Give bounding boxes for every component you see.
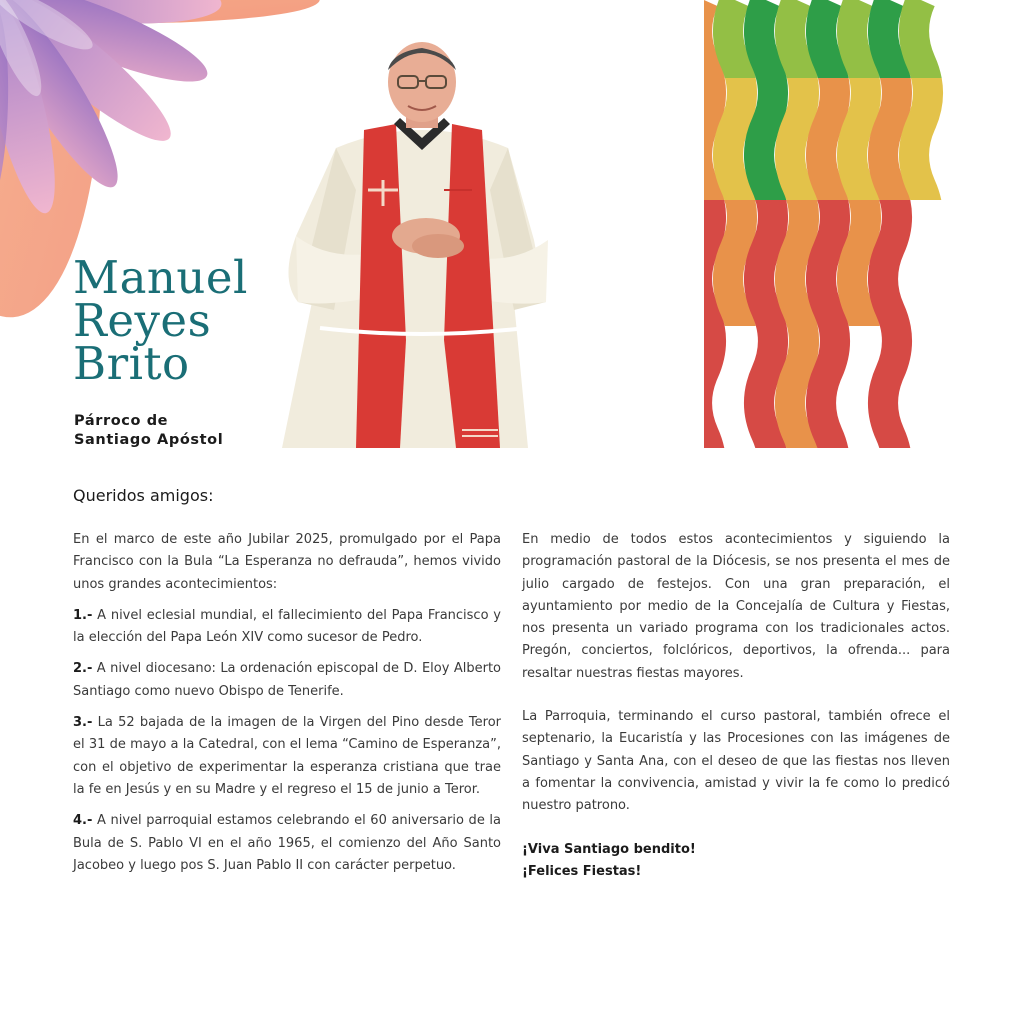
list-text: A nivel diocesano: La ordenación episcopal de D. Eloy Alberto Santiago como nuevo Obispo de Tenerife. (73, 661, 501, 699)
letter-paragraph: En medio de todos estos acontecimientos y siguiendo la programación pastoral de la Diócesis, se nos presenta el mes de julio cargado de festejos. Con una gran preparación, el ayuntamiento por medio de la Concejalía de Cultura y Fiestas, nos presenta un variado programa con los tradicionales actos. Pregón, conciertos, folclóricos, deportivos, la ofrenda... para resaltar nuestras fiestas mayores. (522, 532, 950, 681)
author-role-line: Párroco de (74, 413, 169, 429)
author-name (73, 251, 248, 390)
letter-list-item (73, 658, 501, 703)
priest-portrait (276, 40, 568, 448)
author-role-line: Santiago Apóstol (74, 432, 224, 448)
closing-line: ¡Viva Santiago bendito! (522, 841, 696, 857)
list-text: A nivel parroquial estamos celebrando el 60 aniversario de la Bula de S. Pablo VI en el año 1965, el comienzo del Año Santo Jacobeo y luego pos S. Juan Pablo II con carácter perpetuo. (73, 813, 501, 873)
list-number: 3.- (73, 715, 93, 731)
letter-paragraph: La Parroquia, terminando el curso pastoral, también ofrece el septenario, la Eucaristía y las Procesiones con las imágenes de Santiago y Santa Ana, con el deseo de que las fiestas nos lleven a fomentar la convivencia, amistad y vivir la fe como lo predicó nuestro patrono. (522, 709, 950, 814)
letter-list-item (73, 712, 501, 801)
letter-closing (522, 839, 950, 884)
letter-paragraph (73, 529, 501, 596)
letter-list-item (73, 605, 501, 650)
author-name-line: Reyes (73, 294, 212, 347)
closing-line: ¡Felices Fiestas! (522, 863, 642, 879)
list-text: La 52 bajada de la imagen de la Virgen del Pino desde Teror el 31 de mayo a la Catedral, con el lema “Camino de Esperanza”, con el objetivo de experimentar la esperanza cristiana que trae la fe en Jesús y en su Madre y el regreso el 15 de junio a Teror. (73, 715, 501, 797)
list-text: A nivel eclesial mundial, el fallecimiento del Papa Francisco y la elección del Papa León XIV como sucesor de Pedro. (73, 607, 501, 646)
list-number: 4.- (73, 813, 93, 829)
list-number: 2.- (73, 661, 93, 677)
author-role (74, 412, 223, 450)
letter-left-column (73, 529, 501, 886)
colored-waves-pattern (686, 0, 948, 448)
letter-greeting: Queridos amigos: (73, 486, 214, 505)
author-name-line: Brito (73, 337, 190, 390)
letter-right-column (522, 529, 950, 883)
letter-list-item (73, 810, 501, 877)
paragraph-text: En el marco de este año Jubilar 2025, promulgado por el Papa Francisco con la Bula “La Esperanza no defrauda”, hemos vivido unos grandes acontecimientos: (73, 532, 501, 592)
author-name-line: Manuel (73, 251, 248, 304)
list-number: 1.- (73, 607, 93, 623)
